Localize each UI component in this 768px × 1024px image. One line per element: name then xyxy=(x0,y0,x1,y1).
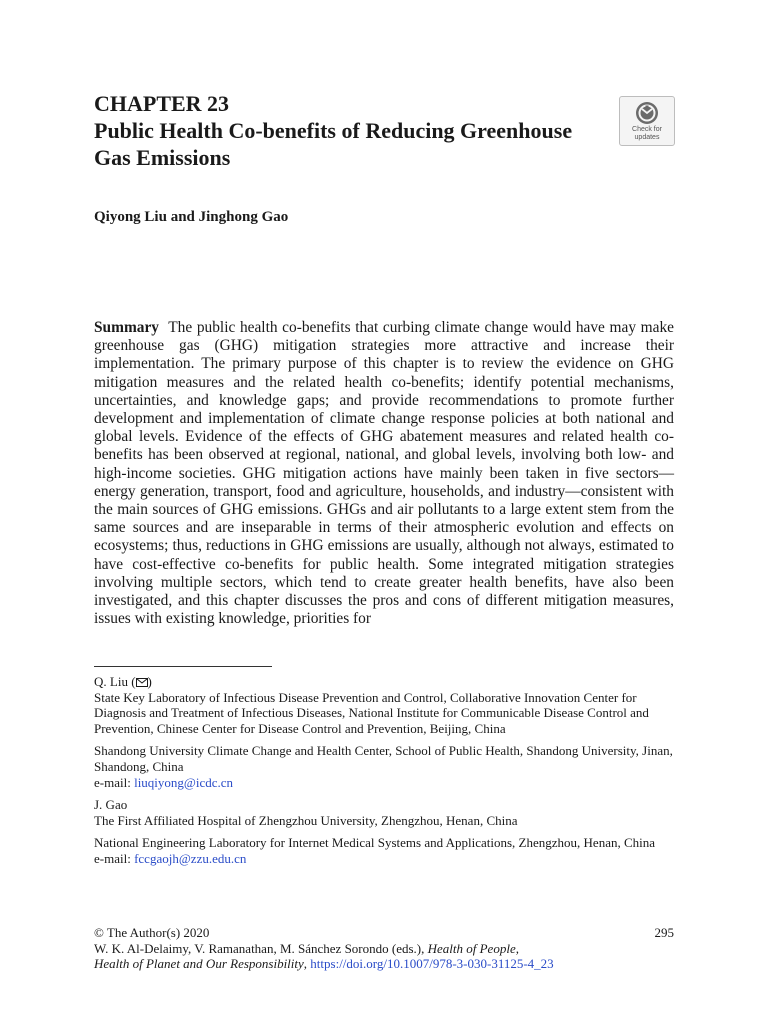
book-title-part-1: Health of People, xyxy=(427,940,519,956)
liu-name: Q. Liu ( xyxy=(94,674,136,689)
author-footnotes xyxy=(94,674,674,874)
doi-link[interactable]: https://doi.org/10.1007/978-3-030-31125-4_23 xyxy=(310,956,554,972)
badge-text xyxy=(620,126,674,142)
gao-email-label: e-mail: xyxy=(94,850,135,866)
badge-line-2: updates xyxy=(634,134,660,141)
editors-line xyxy=(94,941,674,957)
gao-affiliation-1: The First Affiliated Hospital of Zhengzhou University, Zhengzhou, Henan, China xyxy=(94,812,518,828)
copyright-line: © The Author(s) 2020 xyxy=(94,925,210,940)
footnote-divider xyxy=(94,666,272,667)
footnote-liu xyxy=(94,674,674,736)
summary-paragraph xyxy=(94,319,674,628)
badge-line-1: Check for xyxy=(632,126,662,133)
chapter-label: CHAPTER 23 xyxy=(94,91,230,116)
author-names: Qiyong Liu and Jinghong Gao xyxy=(94,209,289,225)
liu-email-link[interactable]: liuqiyong@icdc.cn xyxy=(134,774,234,790)
liu-email-line xyxy=(94,775,674,791)
separator: , xyxy=(303,956,311,972)
gao-name: J. Gao xyxy=(94,797,128,813)
check-for-updates-badge[interactable] xyxy=(619,96,675,146)
liu-email-label: e-mail: xyxy=(94,774,135,790)
liu-affiliation-2: Shandong University Climate Change and Health Center, School of Public Health, Shandong University, Jinan, Shandong, China xyxy=(94,743,673,774)
envelope-icon[interactable] xyxy=(136,678,148,687)
summary-label: Summary xyxy=(94,319,159,336)
liu-affiliation-1: State Key Laboratory of Infectious Disease Prevention and Control, Collaborative Innovation Center for Diagnosis and Treatment of Infectious Diseases, National Institute for Communicable Disease Control and Prevention, Chinese Center for Disease Control and Prevention, Beijing, China xyxy=(94,689,649,736)
gao-email-line xyxy=(94,851,674,867)
footnote-gao xyxy=(94,797,674,828)
gao-affiliation-2: National Engineering Laboratory for Internet Medical Systems and Applications, Zhengzhou, Henan, China xyxy=(94,835,656,851)
gao-email-link[interactable]: fccgaojh@zzu.edu.cn xyxy=(134,850,247,866)
footnote-liu-2 xyxy=(94,743,674,790)
page-number: 295 xyxy=(654,925,674,940)
liu-name-line xyxy=(94,674,674,690)
liu-name-close: ) xyxy=(147,674,152,689)
book-title-part-2: Health of Planet and Our Responsibility xyxy=(94,956,304,972)
check-for-updates-icon xyxy=(635,101,659,125)
citation-block xyxy=(94,925,674,972)
summary-text: The public health co-benefits that curbing climate change would have may make greenhouse gas (GHG) mitigation strategies more attractive and increase their implementation. The primary purpose of this chapter is to review the evidence on GHG mitigation measures and the related health co-benefits; identify potential mechanisms, uncertainties, and knowledge gaps; and provide recommendations to promote further development and implementation of climate change response policies at both national and global levels. Evidence of the effects of GHG abatement measures and related health co-benefits has been observed at regional, national, and global levels, involving both low- and high-income societies. GHG mitigation actions have mainly been taken in five sectors—energy generation, transport, food and agriculture, households, and industry—consistent with the main sources of GHG emissions. GHGs and air pollutants to a large extent stem from the same sources and are inseparable in terms of their atmospheric evolution and effects on ecosystems; thus, reductions in GHG emissions are usually, although not always, estimated to have cost-effective co-benefits for public health. Some integrated mitigation strategies involving multiple sectors, which tend to create greater health benefits, have also been investigated, and this chapter discusses the pros and cons of different mitigation measures, issues with existing knowledge, priorities for xyxy=(94,319,674,628)
chapter-title: Public Health Co-benefits of Reducing Greenhouse Gas Emissions xyxy=(94,118,573,170)
editors: W. K. Al-Delaimy, V. Ramanathan, M. Sánchez Sorondo (eds.), xyxy=(94,940,428,956)
book-line xyxy=(94,956,674,972)
footnote-gao-2 xyxy=(94,835,674,866)
